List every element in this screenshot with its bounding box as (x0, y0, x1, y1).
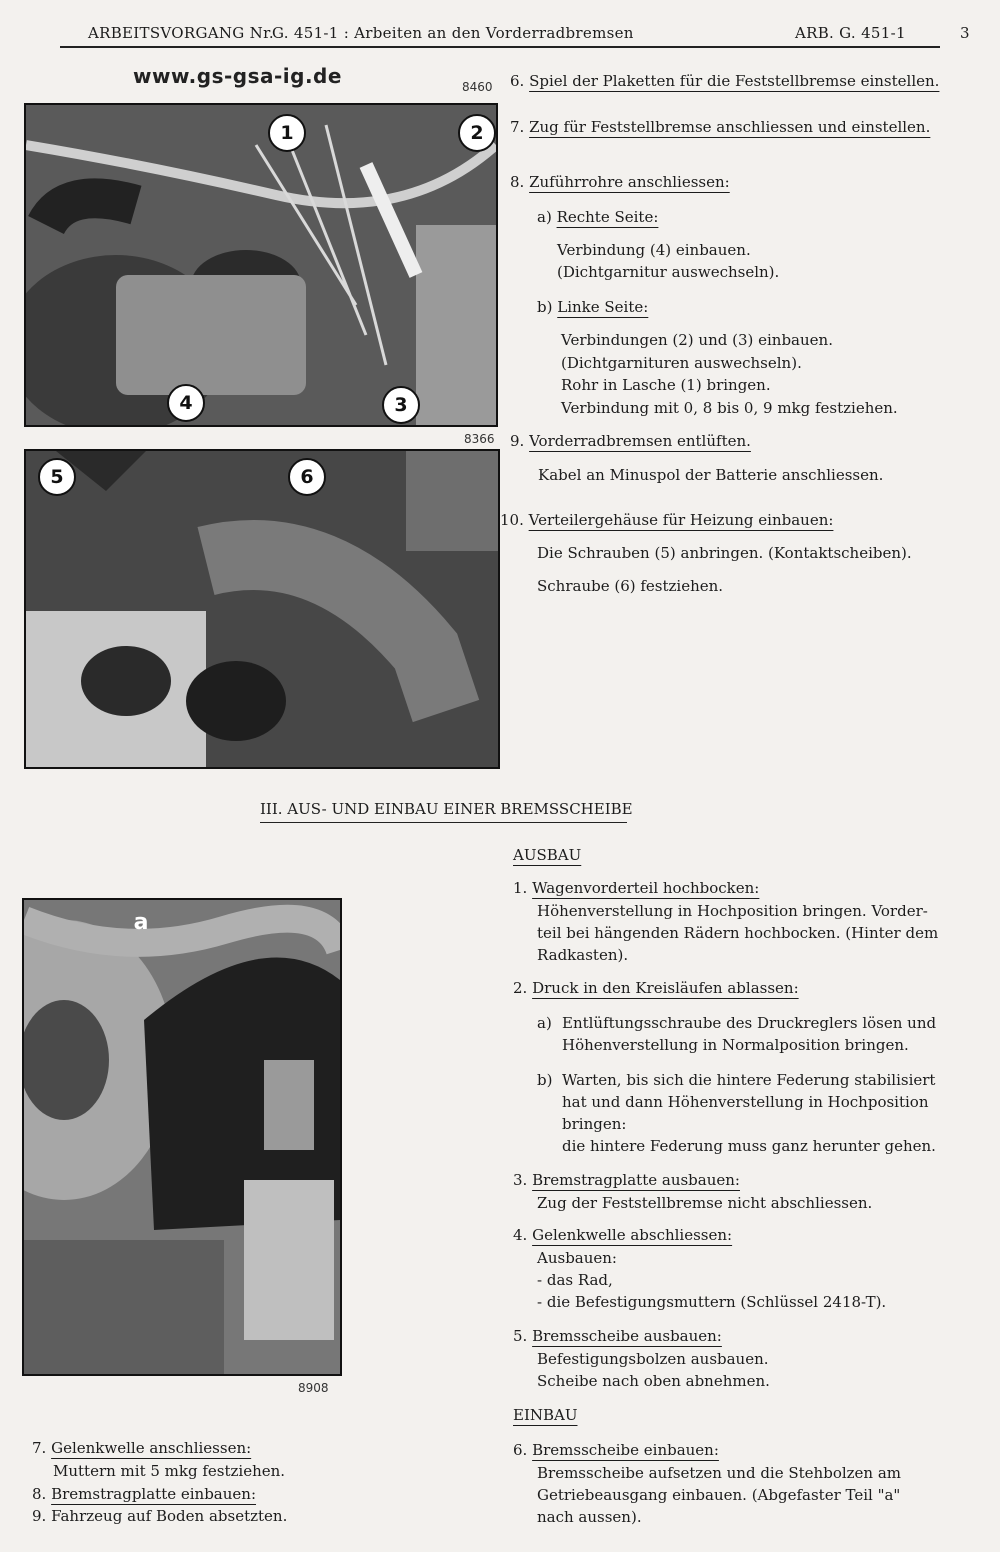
einbau-step-6-line-2: Getriebeausgang einbauen. (Abgefaster Teil "a" (537, 1486, 901, 1504)
einbau-step-7-num: 7. (32, 1439, 47, 1457)
einbau-step-7-title: Gelenkwelle anschliessen: (51, 1439, 252, 1457)
step-9-num: 9. (510, 432, 525, 450)
step-10-line-2: Schraube (6) festziehen. (537, 577, 724, 595)
step-10-num: 10. (500, 511, 524, 529)
ausbau-step-2b-line-1: Warten, bis sich die hintere Federung stabilisiert (562, 1071, 936, 1089)
einbau-step-6 (513, 1441, 719, 1459)
ausbau-step-5 (513, 1327, 722, 1345)
step-6-title: Spiel der Plaketten für die Feststellbremse einstellen. (529, 72, 940, 90)
ausbau-step-1-line-3: Radkasten). (537, 946, 629, 964)
ausbau-step-4 (513, 1226, 732, 1244)
photo-code-top: 8460 (462, 80, 493, 94)
photo-code-bottom: 8908 (298, 1381, 329, 1395)
ausbau-step-2b-line-2: hat und dann Höhenverstellung in Hochposition (562, 1093, 929, 1111)
ausbau-step-1-title: Wagenvorderteil hochbocken: (532, 879, 760, 897)
ausbau-step-2a-label: a) (537, 1014, 552, 1032)
callout-6: 6 (288, 458, 326, 496)
step-9-title: Vorderradbremsen entlüften. (529, 432, 751, 450)
photo-code-middle: 8366 (464, 432, 495, 446)
header-label: ARBEITSVORGANG Nr. (88, 24, 274, 42)
callout-a: a (133, 910, 149, 935)
ausbau-step-5-line-1: Befestigungsbolzen ausbauen. (537, 1350, 769, 1368)
ausbau-step-4-title: Gelenkwelle abschliessen: (532, 1226, 733, 1244)
ausbau-step-5-line-2: Scheibe nach oben abnehmen. (537, 1372, 770, 1390)
ausbau-step-4-num: 4. (513, 1226, 528, 1244)
ausbau-step-2a-line-1: Entlüftungsschraube des Druckreglers lösen und (562, 1014, 937, 1032)
step-7 (510, 118, 930, 136)
header-rule (60, 46, 940, 48)
einbau-step-8 (32, 1485, 256, 1503)
step-8b-line-3: Rohr in Lasche (1) bringen. (561, 376, 771, 394)
photo-heater-housing (24, 449, 500, 769)
callout-4: 4 (167, 384, 205, 422)
ausbau-step-1 (513, 879, 759, 897)
watermark-url: www.gs-gsa-ig.de (133, 64, 342, 88)
callout-1: 1 (268, 114, 306, 152)
step-9 (510, 432, 751, 450)
header-arb: ARB. G. 451-1 (795, 24, 906, 42)
step-8a (537, 208, 658, 226)
einbau-heading: EINBAU (513, 1406, 578, 1424)
ausbau-step-4-line-2: - das Rad, (537, 1271, 613, 1289)
ausbau-step-4-line-3: - die Befestigungsmuttern (Schlüssel 2418-T). (537, 1293, 887, 1311)
ausbau-step-2-title: Druck in den Kreisläufen ablassen: (532, 979, 799, 997)
ausbau-heading: AUSBAU (513, 846, 582, 864)
ausbau-step-3-num: 3. (513, 1171, 528, 1189)
callout-3: 3 (382, 386, 420, 424)
ausbau-step-2b-line-4: die hintere Federung muss ganz herunter gehen. (562, 1137, 936, 1155)
ausbau-step-2b-label: b) (537, 1071, 553, 1089)
einbau-step-6-line-1: Bremsscheibe aufsetzen und die Stehbolzen am (537, 1464, 902, 1482)
step-8-num: 8. (510, 173, 525, 191)
einbau-step-8-num: 8. (32, 1485, 47, 1503)
photo-brake-lines (24, 103, 498, 427)
einbau-step-9-num: 9. (32, 1507, 47, 1525)
step-8b-line-1: Verbindungen (2) und (3) einbauen. (561, 331, 833, 349)
step-8a-line-2: (Dichtgarnitur auswechseln). (557, 263, 780, 281)
ausbau-step-2b-line-3: bringen: (562, 1115, 627, 1133)
step-8b-label: b) (537, 298, 553, 316)
callout-5: 5 (38, 458, 76, 496)
step-7-num: 7. (510, 118, 525, 136)
ausbau-step-1-num: 1. (513, 879, 528, 897)
header-title: G. 451-1 : Arbeiten an den Vorderradbremsen (272, 24, 634, 42)
step-8 (510, 173, 730, 191)
step-6 (510, 72, 939, 90)
step-9-text: Kabel an Minuspol der Batterie anschliessen. (538, 466, 884, 484)
ausbau-step-3-line-1: Zug der Feststellbremse nicht abschliessen. (537, 1194, 873, 1212)
step-8b (537, 298, 648, 316)
ausbau-step-4-line-1: Ausbauen: (537, 1249, 617, 1267)
section-title: III. AUS- UND EINBAU EINER BREMSSCHEIBE (260, 800, 633, 818)
step-10 (500, 511, 833, 529)
step-8a-line-1: Verbindung (4) einbauen. (557, 241, 751, 259)
ausbau-step-5-num: 5. (513, 1327, 528, 1345)
einbau-step-6-title: Bremsscheibe einbauen: (532, 1441, 719, 1459)
step-10-title: Verteilergehäuse für Heizung einbauen: (528, 511, 834, 529)
ausbau-step-1-line-1: Höhenverstellung in Hochposition bringen. Vorder- (537, 902, 928, 920)
step-8b-line-2: (Dichtgarnituren auswechseln). (561, 354, 802, 372)
einbau-step-6-line-3: nach aussen). (537, 1508, 642, 1526)
ausbau-step-2-num: 2. (513, 979, 528, 997)
ausbau-step-2a-line-2: Höhenverstellung in Normalposition bringen. (562, 1036, 909, 1054)
einbau-step-9 (32, 1507, 287, 1525)
einbau-step-8-title: Bremstragplatte einbauen: (51, 1485, 257, 1503)
ausbau-step-3-title: Bremstragplatte ausbauen: (532, 1171, 740, 1189)
ausbau-step-1-line-2: teil bei hängenden Rädern hochbocken. (Hinter dem (537, 924, 939, 942)
page-number: 3 (960, 24, 970, 42)
step-10-line-1: Die Schrauben (5) anbringen. (Kontaktscheiben). (537, 544, 912, 562)
step-8-title: Zuführrohre anschliessen: (529, 173, 730, 191)
section-title-rule (260, 822, 627, 823)
step-8b-line-4: Verbindung mit 0, 8 bis 0, 9 mkg festziehen. (561, 399, 898, 417)
photo-brake-disc (22, 898, 342, 1376)
step-7-title: Zug für Feststellbremse anschliessen und einstellen. (529, 118, 931, 136)
step-8a-label: a) (537, 208, 552, 226)
einbau-step-7 (32, 1439, 251, 1457)
einbau-step-9-title: Fahrzeug auf Boden absetzten. (51, 1507, 288, 1525)
einbau-step-7-line-1: Muttern mit 5 mkg festziehen. (53, 1462, 286, 1480)
callout-2: 2 (458, 114, 496, 152)
ausbau-step-5-title: Bremsscheibe ausbauen: (532, 1327, 722, 1345)
step-6-num: 6. (510, 72, 525, 90)
step-8a-title: Rechte Seite: (556, 208, 659, 226)
step-8b-title: Linke Seite: (557, 298, 649, 316)
ausbau-step-2 (513, 979, 799, 997)
einbau-step-6-num: 6. (513, 1441, 528, 1459)
ausbau-step-3 (513, 1171, 740, 1189)
